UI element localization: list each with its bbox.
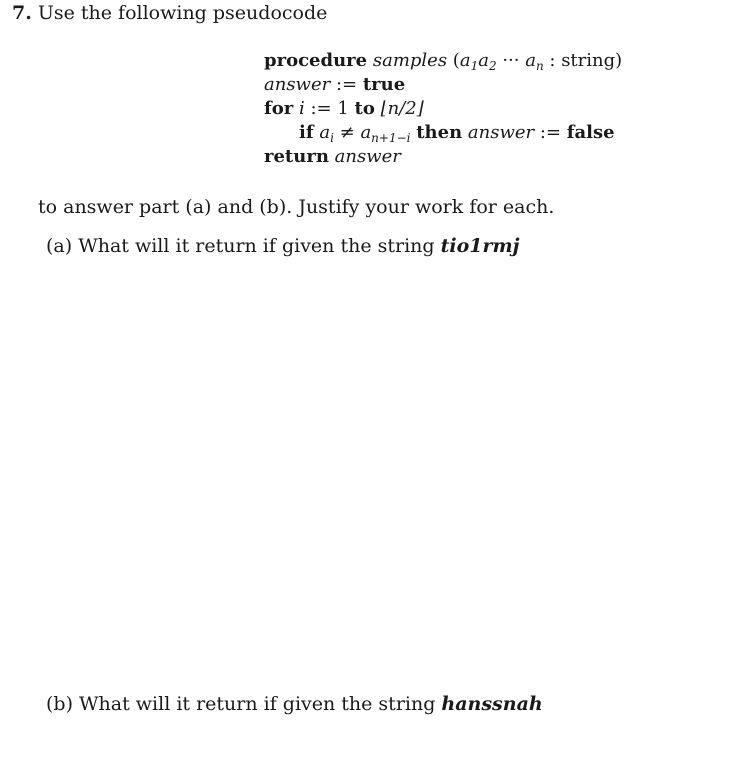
answer-var: answer (264, 74, 331, 95)
false-value: false (566, 122, 615, 143)
return-var: answer (334, 146, 401, 167)
param-sub-2: 2 (488, 59, 497, 73)
param-rest: : string) (543, 50, 623, 71)
param-a2: a (478, 50, 489, 71)
instructions-paragraph: to answer part (a) and (b). Justify your work for each. (38, 196, 555, 218)
param-sub-n: n (535, 59, 544, 73)
for-keyword: for (264, 98, 294, 119)
pseudocode-line-init (264, 74, 405, 95)
assign-op: := (330, 74, 363, 95)
cond-a-i: a (319, 122, 331, 143)
part-a-string: tio1rmj (440, 235, 520, 257)
answer-var-2: answer (467, 122, 535, 143)
param-an: a (525, 50, 536, 71)
cond-a-n: a (360, 122, 372, 143)
return-keyword: return (264, 146, 329, 167)
param-dots: ··· (502, 50, 520, 71)
neq-op: ≠ (333, 122, 361, 143)
cond-sub-i: i (330, 131, 334, 145)
pseudocode-line-for (264, 98, 424, 119)
loop-bound: ⌊n/2⌋ (380, 98, 424, 119)
if-keyword: if (299, 122, 314, 143)
true-value: true (362, 74, 406, 95)
part-b-string: hanssnah (441, 693, 543, 715)
param-open-paren: ( (452, 50, 460, 71)
question-header (12, 2, 327, 24)
pseudocode-line-return (264, 146, 401, 167)
to-keyword: to (354, 98, 375, 119)
procedure-keyword: procedure (264, 50, 368, 71)
param-sub-1: 1 (470, 59, 479, 73)
param-a1: a (459, 50, 471, 71)
assign-op-2: := (534, 122, 567, 143)
question-intro: Use the following pseudocode (37, 2, 328, 24)
part-b-text: (b) What will it return if given the string (46, 693, 442, 715)
part-a-question (46, 235, 519, 257)
part-b-question (46, 693, 543, 715)
loop-var: i (298, 98, 305, 119)
pseudocode-line-procedure (264, 50, 622, 73)
pseudocode-line-if (299, 122, 615, 145)
part-a-text: (a) What will it return if given the string (46, 235, 441, 257)
procedure-name: samples (372, 50, 448, 71)
loop-start: := 1 (304, 98, 355, 119)
then-keyword: then (416, 122, 463, 143)
cond-sub-n: n+1−i (371, 131, 411, 145)
question-number: 7. (12, 2, 32, 24)
